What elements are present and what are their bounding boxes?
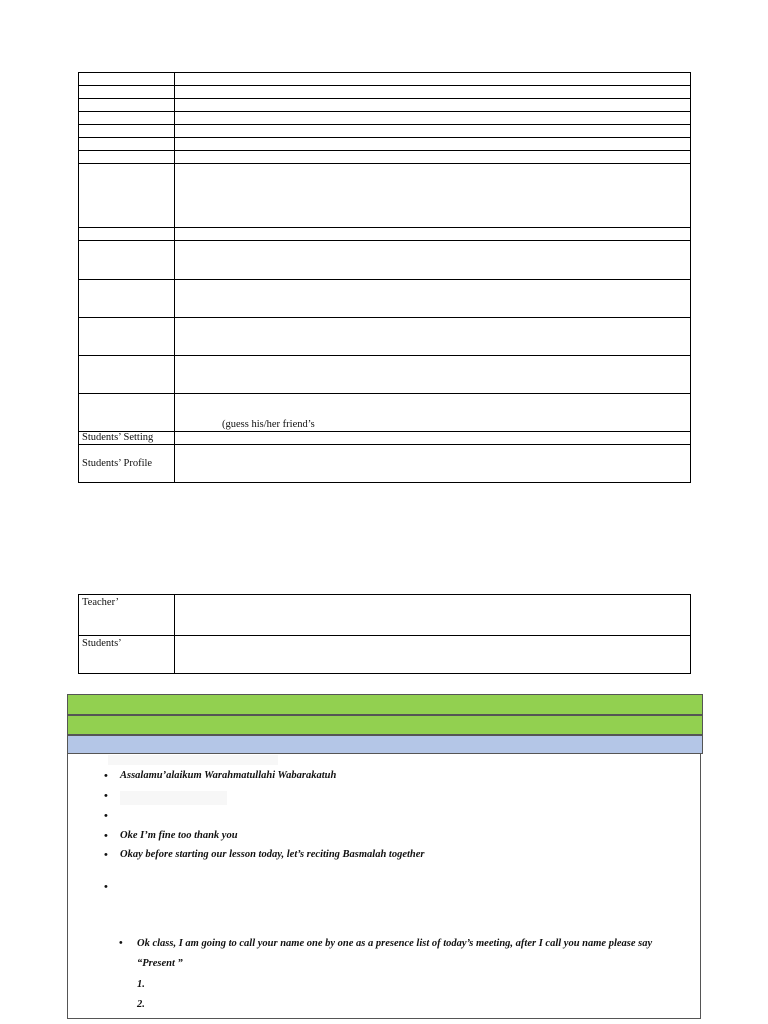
- blue-header-bar: [67, 735, 703, 754]
- table-cell: [175, 356, 691, 394]
- teacher-label: Teacher’: [79, 595, 175, 636]
- table-cell: [175, 228, 691, 241]
- list-item: [104, 810, 664, 830]
- redacted-area: [108, 755, 278, 765]
- table-cell: [175, 151, 691, 164]
- table-row: [79, 241, 691, 280]
- table-cell: [175, 112, 691, 125]
- table-cell: [79, 280, 175, 318]
- table-row: [79, 138, 691, 151]
- table-row: [79, 73, 691, 86]
- table-cell: [175, 595, 691, 636]
- table-cell: [79, 125, 175, 138]
- presence-bullet-list: [119, 934, 679, 974]
- table-cell: [175, 394, 691, 432]
- list-item: • Okay before starting our lesson today, let’s reciting Basmalah together: [104, 849, 664, 881]
- students-label: Students’: [79, 636, 175, 674]
- table-cell: [79, 356, 175, 394]
- list-item: • Assalamu’alaikum Warahmatullahi Wabarakatuh: [104, 770, 664, 790]
- table-cell: [79, 99, 175, 112]
- table-cell: [79, 151, 175, 164]
- table-cell: [79, 112, 175, 125]
- table-row: [79, 445, 691, 483]
- numbered-item: 1.: [137, 979, 145, 990]
- presence-instruction: Ok class, I am going to call your name one by one as a presence list of today’s meeting, after I call you name please say: [137, 938, 653, 949]
- table-row: [79, 636, 691, 674]
- table-cell: [175, 241, 691, 280]
- table-cell: [175, 280, 691, 318]
- numbered-item: 2.: [137, 999, 145, 1010]
- list-item: [104, 881, 664, 901]
- table-cell: [79, 86, 175, 99]
- table-row: [79, 86, 691, 99]
- green-header-bar: [67, 694, 703, 715]
- table-row: [79, 99, 691, 112]
- table-cell: [175, 99, 691, 112]
- table-cell: [175, 318, 691, 356]
- table-cell: [175, 125, 691, 138]
- table-row: [79, 356, 691, 394]
- guess-note-text: (guess his/her friend’s: [222, 419, 315, 430]
- table-cell: [175, 86, 691, 99]
- table-cell: [79, 394, 175, 432]
- list-item: [119, 934, 679, 974]
- table-cell: [175, 73, 691, 86]
- students-profile-label: Students’ Profile: [79, 445, 175, 483]
- table-row: [79, 595, 691, 636]
- students-setting-label: Students’ Setting: [79, 432, 175, 445]
- table-cell: [175, 164, 691, 228]
- table-row: [79, 112, 691, 125]
- table-row: [79, 151, 691, 164]
- table-cell: [79, 228, 175, 241]
- role-table: [78, 594, 691, 674]
- table-cell: [175, 432, 691, 445]
- table-row: [79, 394, 691, 432]
- presence-response: “Present ”: [137, 958, 183, 969]
- table-row: [79, 432, 691, 445]
- list-item: • Oke I’m fine too thank you: [104, 830, 664, 849]
- activity-section: [67, 694, 701, 1019]
- green-subheader-bar: [67, 715, 703, 735]
- table-cell: [175, 445, 691, 483]
- table-cell: [79, 241, 175, 280]
- table-row: [79, 228, 691, 241]
- table-row: [79, 164, 691, 228]
- table-cell: [175, 636, 691, 674]
- table-cell: [79, 164, 175, 228]
- table-row: [79, 280, 691, 318]
- table-row: [79, 125, 691, 138]
- list-item: [104, 790, 664, 810]
- table-cell: [79, 318, 175, 356]
- table-cell: [79, 138, 175, 151]
- table-row: [79, 318, 691, 356]
- table-cell: [79, 73, 175, 86]
- lesson-plan-identity-table: [78, 72, 691, 483]
- opening-bullet-list: [104, 770, 664, 901]
- table-cell: [175, 138, 691, 151]
